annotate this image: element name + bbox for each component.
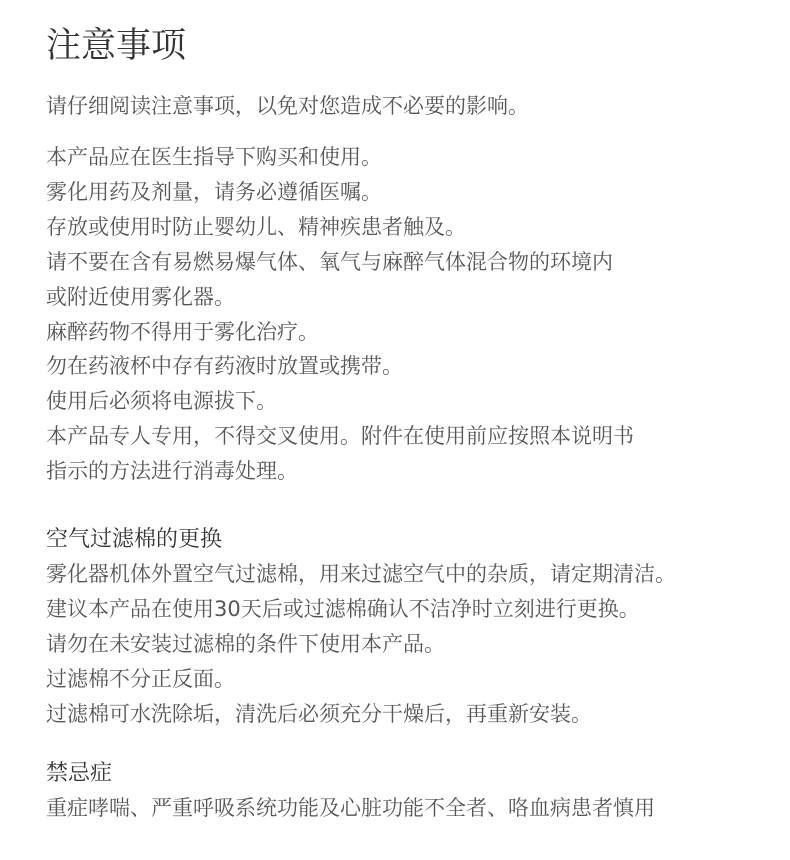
note-line: 勿在药液杯中存有药液时放置或携带。: [46, 354, 403, 379]
note-line: 存放或使用时防止婴幼儿、精神疾患者触及。: [46, 214, 466, 239]
filter-line: 建议本产品在使用30天后或过滤棉确认不洁净时立刻进行更换。: [46, 596, 640, 621]
contraindication-section: [46, 757, 790, 826]
filter-line: 请勿在未安装过滤棉的条件下使用本产品。: [46, 631, 445, 656]
contraindication-section-heading: 禁忌症: [46, 760, 113, 786]
filter-section: [46, 523, 790, 732]
filter-line: 过滤棉可水洗除垢，清洗后必须充分干燥后，再重新安装。: [46, 701, 592, 726]
note-line: 指示的方法进行消毒处理。: [46, 459, 298, 484]
note-line: 本产品专人专用，不得交叉使用。附件在使用前应按照本说明书: [46, 424, 634, 449]
note-line: 请不要在含有易燃易爆气体、氧气与麻醉气体混合物的环境内: [46, 249, 613, 274]
notice-page: [46, 22, 790, 826]
page-title: 注意事项: [46, 26, 187, 66]
filter-section-heading: 空气过滤棉的更换: [46, 527, 223, 553]
contraindication-line: 重症哮喘、严重呼吸系统功能及心脏功能不全者、咯血病患者慎用: [46, 795, 655, 820]
filter-line: 过滤棉不分正反面。: [46, 666, 235, 691]
note-line: 或附近使用雾化器。: [46, 284, 235, 309]
intro-text: 请仔细阅读注意事项，以免对您造成不必要的影响。: [46, 94, 529, 118]
filter-section-body: [46, 557, 790, 732]
filter-line: 雾化器机体外置空气过滤棉，用来过滤空气中的杂质，请定期清洁。: [46, 562, 676, 587]
note-line: 雾化用药及剂量，请务必遵循医嘱。: [46, 179, 382, 204]
note-line: 使用后必须将电源拔下。: [46, 389, 277, 414]
notes-list: [46, 140, 790, 489]
contraindication-section-body: [46, 791, 790, 826]
note-line: 本产品应在医生指导下购买和使用。: [46, 145, 382, 169]
note-line: 麻醉药物不得用于雾化治疗。: [46, 319, 319, 344]
